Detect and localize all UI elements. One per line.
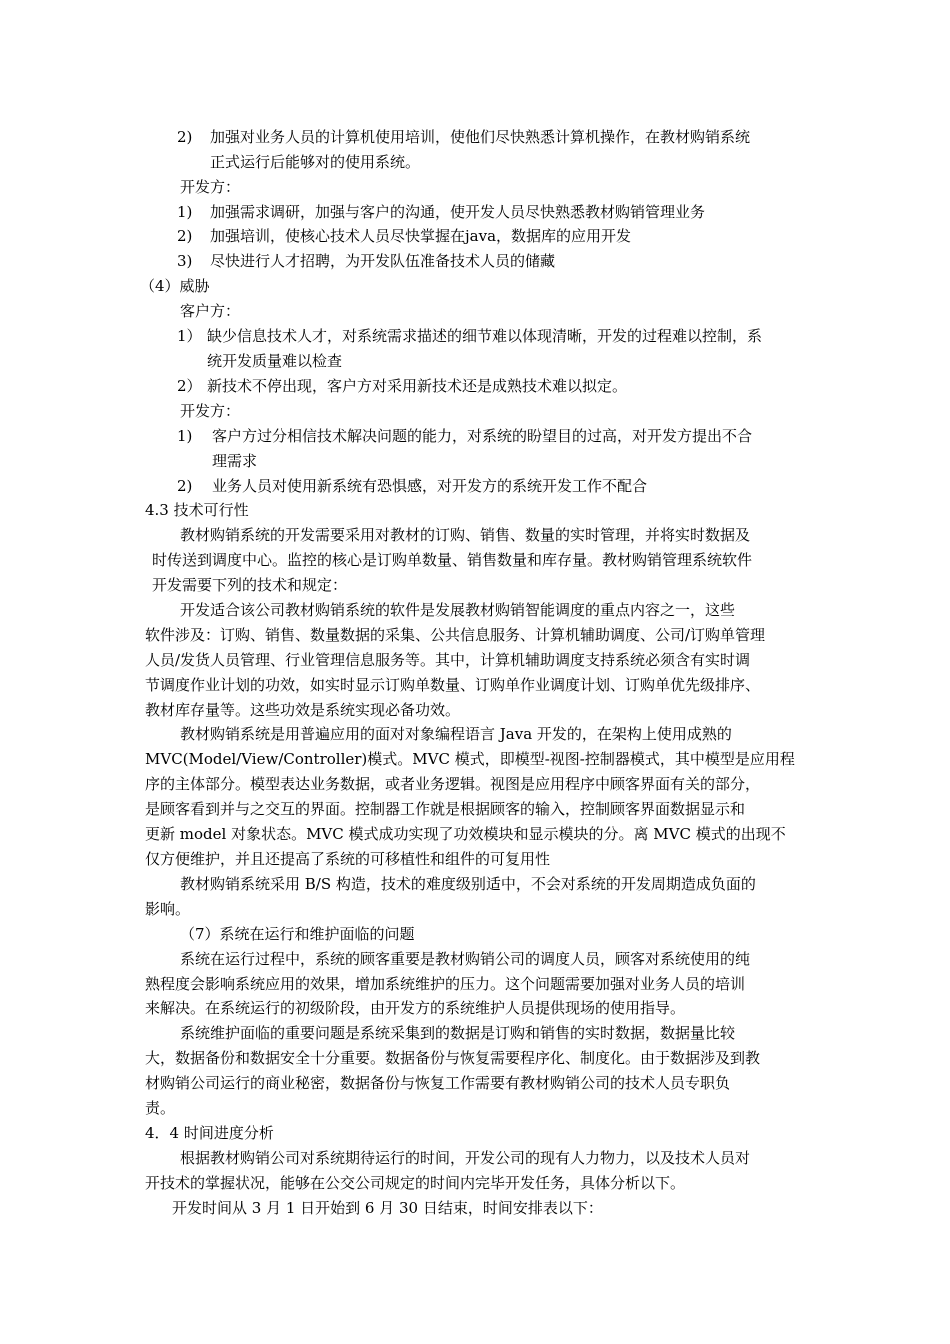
paragraph-line: 来解决。在系统运行的初级阶段，由开发方的系统维护人员提供现场的使用指导。: [145, 999, 686, 1017]
list-number: 2): [177, 227, 193, 245]
section-heading-operations: （7）系统在运行和维护面临的问题: [180, 925, 415, 943]
paragraph-line: 系统维护面临的重要问题是系统采集到的数据是订购和销售的实时数据，数据量比较: [180, 1024, 736, 1042]
list-item-text: 加强对业务人员的计算机使用培训，使他们尽快熟悉计算机操作，在教材购销系统: [210, 128, 751, 146]
list-item-continuation: 正式运行后能够对的使用系统。: [210, 153, 421, 171]
paragraph-line: 仅方便维护，并且还提高了系统的可移植性和组件的可复用性: [145, 850, 551, 868]
section-heading-4-3: 4.3 技术可行性: [145, 501, 249, 519]
subheading-developer: 开发方：: [180, 178, 241, 196]
paragraph-line: 软件涉及：订购、销售、数量数据的采集、公共信息服务、计算机辅助调度、公司/订购单管理: [145, 626, 766, 644]
list-number: 1): [177, 427, 193, 445]
paragraph-line: 开发适合该公司教材购销系统的软件是发展教材购销智能调度的重点内容之一，这些: [180, 601, 736, 619]
paragraph-line: 是顾客看到并与之交互的界面。控制器工作就是根据顾客的输入，控制顾客界面数据显示和: [145, 800, 746, 818]
paragraph-line: 节调度作业计划的功效，如实时显示订购单数量、订购单作业调度计划、订购单优先级排序、: [145, 676, 761, 694]
paragraph-line: 责。: [145, 1099, 176, 1117]
list-number: 1）: [177, 327, 202, 345]
section-heading-threats: （4）威胁: [140, 277, 210, 295]
list-number: 3): [177, 252, 193, 270]
paragraph-line: 材购销公司运行的商业秘密，数据备份与恢复工作需要有教材购销公司的技术人员专职负: [145, 1074, 731, 1092]
list-item-text: 加强需求调研，加强与客户的沟通，使开发人员尽快熟悉教材购销管理业务: [210, 203, 706, 221]
paragraph-line: 教材购销系统的开发需要采用对教材的订购、销售、数量的实时管理，并将实时数据及: [180, 526, 751, 544]
paragraph-line: 人员/发货人员管理、行业管理信息服务等。其中，计算机辅助调度支持系统必须含有实时调: [145, 651, 751, 669]
paragraph-line: 影响。: [145, 900, 191, 918]
list-item-text: 加强培训，使核心技术人员尽快掌握在java，数据库的应用开发: [210, 227, 632, 245]
list-number: 2): [177, 477, 193, 495]
paragraph-line: 开发需要下列的技术和规定：: [152, 576, 348, 594]
list-item-text: 业务人员对使用新系统有恐惧感，对开发方的系统开发工作不配合: [212, 477, 648, 495]
paragraph-line: MVC(Model/View/Controller)模式。MVC 模式，即模型-视图-控制器模式，其中模型是应用程: [145, 750, 795, 768]
list-item-text: 新技术不停出现，客户方对采用新技术还是成熟技术难以拟定。: [207, 377, 628, 395]
list-item-text: 尽快进行人才招聘，为开发队伍准备技术人员的储藏: [210, 252, 556, 270]
paragraph-line: 教材库存量等。这些功效是系统实现必备功效。: [145, 701, 461, 719]
list-number: 1): [177, 203, 193, 221]
paragraph-line: 序的主体部分。模型表达业务数据，或者业务逻辑。视图是应用程序中顾客界面有关的部分，: [145, 775, 761, 793]
paragraph-line: 开发时间从 3 月 1 日开始到 6 月 30 日结束，时间安排表以下：: [172, 1199, 603, 1217]
subheading-client: 客户方：: [180, 302, 241, 320]
list-item-text: 缺少信息技术人才，对系统需求描述的细节难以体现清晰，开发的过程难以控制，系: [207, 327, 763, 345]
paragraph-line: 大，数据备份和数据安全十分重要。数据备份与恢复需要程序化、制度化。由于数据涉及到教: [145, 1049, 761, 1067]
paragraph-line: 更新 model 对象状态。MVC 模式成功实现了功效模块和显示模块的分。离 MVC 模式的出现不: [145, 825, 786, 843]
paragraph-line: 教材购销系统是用普遍应用的面对对象编程语言 Java 开发的，在架构上使用成熟的: [180, 725, 732, 743]
paragraph-line: 开技术的掌握状况，能够在公交公司规定的时间内完毕开发任务，具体分析以下。: [145, 1174, 686, 1192]
list-item-continuation: 理需求: [212, 452, 258, 470]
paragraph-line: 教材购销系统采用 B/S 构造，技术的难度级别适中，不会对系统的开发周期造成负面的: [180, 875, 756, 893]
paragraph-line: 熟程度会影响系统应用的效果，增加系统维护的压力。这个问题需要加强对业务人员的培训: [145, 975, 746, 993]
list-number: 2): [177, 128, 193, 146]
paragraph-line: 时传送到调度中心。监控的核心是订购单数量、销售数量和库存量。教材购销管理系统软件: [152, 551, 753, 569]
list-number: 2）: [177, 377, 202, 395]
list-item-continuation: 统开发质量难以检查: [207, 352, 343, 370]
subheading-developer: 开发方：: [180, 402, 241, 420]
section-heading-4-4: 4．4 时间进度分析: [145, 1124, 274, 1142]
paragraph-line: 系统在运行过程中，系统的顾客重要是教材购销公司的调度人员，顾客对系统使用的纯: [180, 950, 751, 968]
paragraph-line: 根据教材购销公司对系统期待运行的时间，开发公司的现有人力物力，以及技术人员对: [180, 1149, 751, 1167]
list-item-text: 客户方过分相信技术解决问题的能力，对系统的盼望目的过高，对开发方提出不合: [212, 427, 753, 445]
